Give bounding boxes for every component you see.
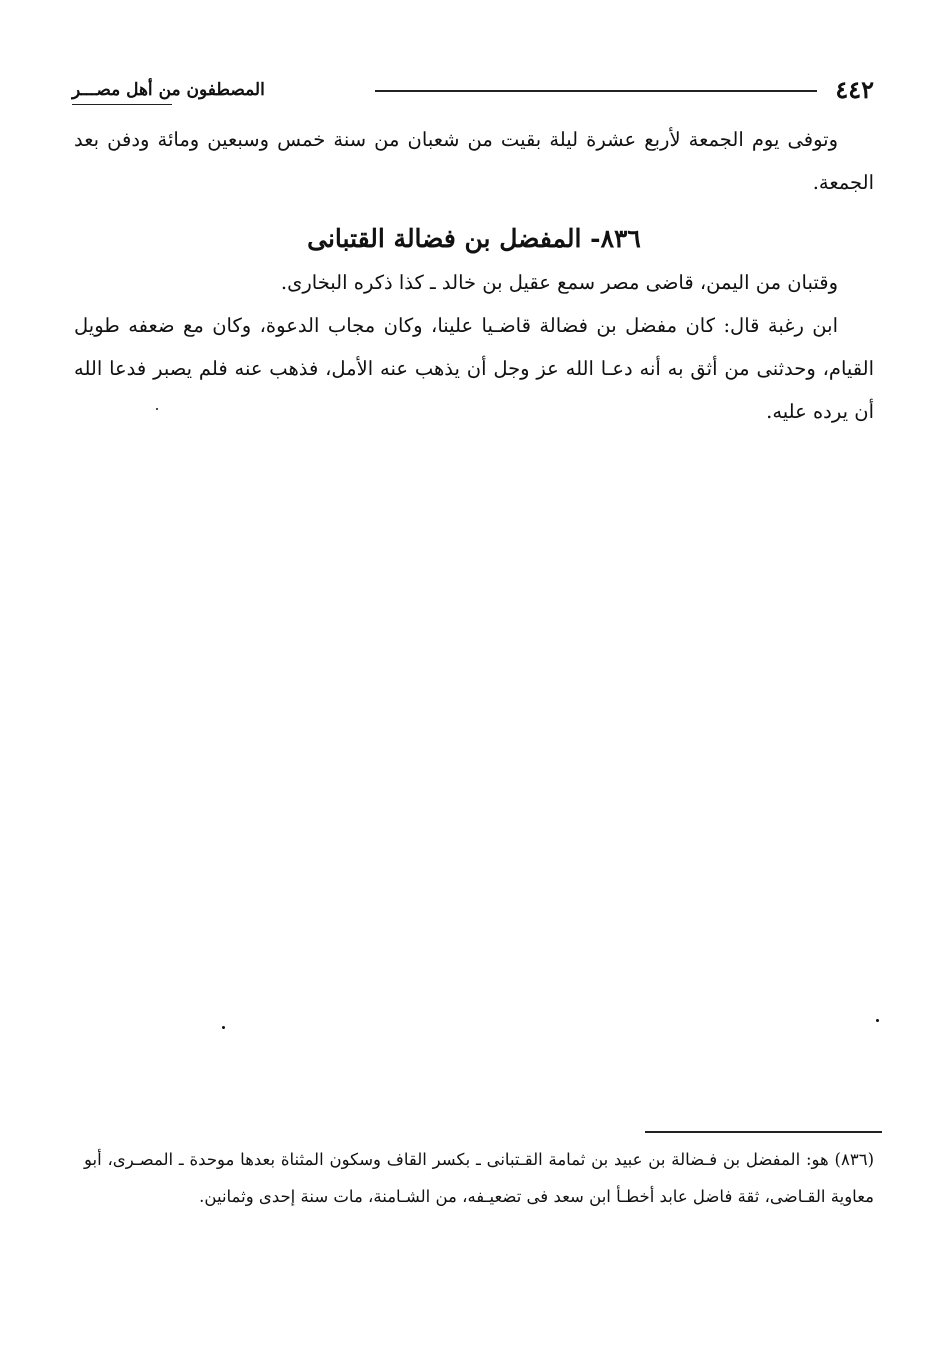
running-title: المصطفون من أهل مصـــر xyxy=(72,80,265,100)
footnote: (٨٣٦) هو: المفضل بن فـضالة بن عبيد بن ثمامة القـتبانى ـ بكسر القاف وسكون المثناة بعدها موحدة ـ المصـرى، أبو معاوية القـاضى، ثقة فاضل عابد أخطـأ ابن سعد فى تضعيـفه، من الشـامنة، مات سنة إحدى وثمانين. xyxy=(84,1150,874,1206)
continuation-paragraph: وتوفى يوم الجمعة لأربع عشرة ليلة بقيت من شعبان من سنة خمس وسبعين ومائة ودفن بعد الجمعة. xyxy=(74,128,874,194)
entry-paragraph-2: ابن رغبة قال: كان مفضل بن فضالة قاضـيا علينا، وكان مجاب الدعوة، وكان مع ضعفه طويل القيام، وحدثنى من أثق به أنه دعـا الله عز وجل أن يذهب عنه الأمل، فذهب عنه فلم يصبر فدعا الله أن يرده عليه. xyxy=(74,314,874,423)
scan-speck xyxy=(222,1026,225,1029)
scan-speck xyxy=(156,408,158,410)
continuation-block xyxy=(74,118,874,204)
entry-heading: ٨٣٦- المفضل بن فضالة القتبانى xyxy=(307,224,641,253)
page-header xyxy=(72,76,874,104)
entry-paragraph-1: وقتبان من اليمن، قاضى مصر سمع عقيل بن خالد ـ كذا ذكره البخارى. xyxy=(280,271,838,294)
running-title-underline xyxy=(72,104,172,105)
entry-body xyxy=(74,261,874,433)
scan-speck xyxy=(876,1019,879,1022)
footnote-rule xyxy=(645,1131,882,1133)
header-rule xyxy=(375,90,817,92)
page-number: ٤٤٢ xyxy=(835,75,874,104)
